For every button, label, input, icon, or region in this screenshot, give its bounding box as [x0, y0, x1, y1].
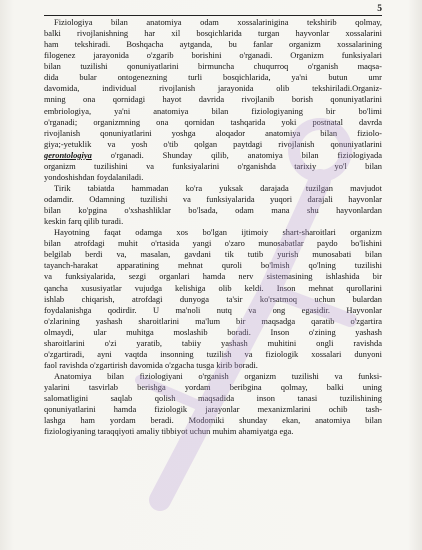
- text-line: gerontologiya o'rganadi. Shunday qilib, anatomiya bilan fiziologiyada: [44, 149, 382, 160]
- text-line: Hayotning faqat odamga xos bo'lgan ijtimoiy shart-sharoitlari organizm: [54, 227, 382, 238]
- text-line: sharoitlarini o'zi yaratib, tabiiy yashash muhitini ongli ravishda: [44, 337, 382, 348]
- text-line: mning ona qornidagi hayot davrida rivojlanib borish qonuniyatlarini: [44, 94, 382, 105]
- text-line: o'rganadi; organizmning ona qornidan tashqarida yoki postnatal davrda: [44, 116, 382, 127]
- body-text: [44, 17, 382, 437]
- text-line: yalarini tasvirlab berishga yordam beribgina qolmay, balki uning: [44, 382, 382, 393]
- text-line: bilan tuzilishi qonuniyatlarini birmuncha chuqurroq o'rganish maqsa-: [44, 61, 382, 72]
- text-line: faol ravishda o'zgartirish davomida o'zgacha tusga kirib boradi.: [44, 359, 258, 370]
- text-line: rivojlanish qonuniyatlarini yoshga aloqador anatomiya bilan fiziolo-: [44, 127, 382, 138]
- text-line: qancha xususiyatlar vujudga kelishiga olib keldi. Inson mehnat qurollarini: [44, 282, 382, 293]
- text-line: organizm tuzilishini va funksiyalarini o'rganishda tarixiy yo'l bilan: [44, 160, 382, 171]
- text-line: o'zgartiradi, ayni vaqtda insonning tuzilish va fiziologik xossalari dunyoni: [44, 348, 382, 359]
- text-line: filogenez jarayonida o'zgarib borishini o'rganadi. Organizm funksiyalari: [44, 50, 382, 61]
- text-line: lashga ham yordam beradi. Modomiki shunday ekan, anatomiya bilan: [44, 415, 382, 426]
- text-line: belgilab berdi va, masalan, gavdani tik tutib yurish munosabati bilan: [44, 249, 382, 260]
- text-line: Tirik tabiatda hammadan ko'ra yuksak darajada tuzilgan mavjudot: [54, 182, 382, 193]
- text-line: embriologiya, ya'ni anatomiya bilan fiziologiyaning bir bo'limi: [44, 105, 382, 116]
- text-line: giya;-yetuklik va yosh o'tib qolgan paytdagi rivojlanish qonuniyatlarini: [44, 138, 382, 149]
- header-rule: [44, 15, 382, 16]
- text-line: Anatomiya bilan fiziologiyani o'rganish organizm tuzilishi va funksi-: [54, 371, 382, 381]
- text-line: tayanch-harakat apparatining mehnat quroli bo'lmish qo'lning tuzilishi: [44, 260, 382, 271]
- text-line: davomida, individual rivojlanish jarayonida olib tekshiriladi.Organiz-: [44, 83, 382, 94]
- text-line: fiziologiyaning taraqqiyoti amaliy tibbiyot uchun muhim ahamiyatga ega.: [44, 426, 294, 437]
- page-number: 5: [377, 4, 382, 14]
- text-line: balki rivojlanishning har xil bosqichlarida turgan hayvonlar xossalarini: [44, 28, 382, 39]
- text-line: va funksiyalarida, sezgi organlari hamda nerv sistemasining ishlashida bir: [44, 271, 382, 282]
- text-line: o'zlarining yashash sharoitlarini ma'lum bir maqsadga qaratib o'zgartira: [44, 315, 382, 326]
- text-line: Fiziologiya bilan anatomiya odam xossalarinigina tekshirib qolmay,: [54, 17, 382, 27]
- text-line: olmaydi, ular muhitga moslashib boradi. Inson o'zining yashash: [44, 326, 382, 337]
- text-line: qonuniyatlarini hamda fiziologik jarayonlar mexanizmlarini ochib tash-: [44, 404, 382, 415]
- text-line: ishlab chiqarish, atrofdagi dunyoga ta'sir ko'rsatmoq uchun bulardan: [44, 293, 382, 304]
- emphasized-term: gerontologiya: [44, 149, 92, 160]
- text-line: dida bular ontogenezning turli bosqichlarida, ya'ni butun umr: [44, 72, 382, 83]
- text-line: ham tekshiradi. Boshqacha aytganda, bu fanlar organizm xossalarining: [44, 39, 382, 50]
- text-line: foydalanishga qodirdir. U ma'noli nutq va ong egasidir. Hayvonlar: [44, 304, 382, 315]
- text-line: odamdir. Odamning tuzilishi va funksiyalarida yuqori darajali hayvonlar: [44, 194, 382, 204]
- text-line: yondoshishdan foydalaniladi.: [44, 171, 144, 182]
- text-line: bilan ko'pgina o'xshashliklar bo'lsada, odam mana shu hayvonlardan: [44, 205, 382, 216]
- text-line: bilan atrofdagi muhit o'rtasida yangi o'zaro munosabatlar paydo bo'lishini: [44, 238, 382, 249]
- text-line: keskin farq qilib turadi.: [44, 216, 124, 227]
- text-line: salomatligini saqlab qolish maqsadida inson tanasi tuzilishining: [44, 393, 382, 404]
